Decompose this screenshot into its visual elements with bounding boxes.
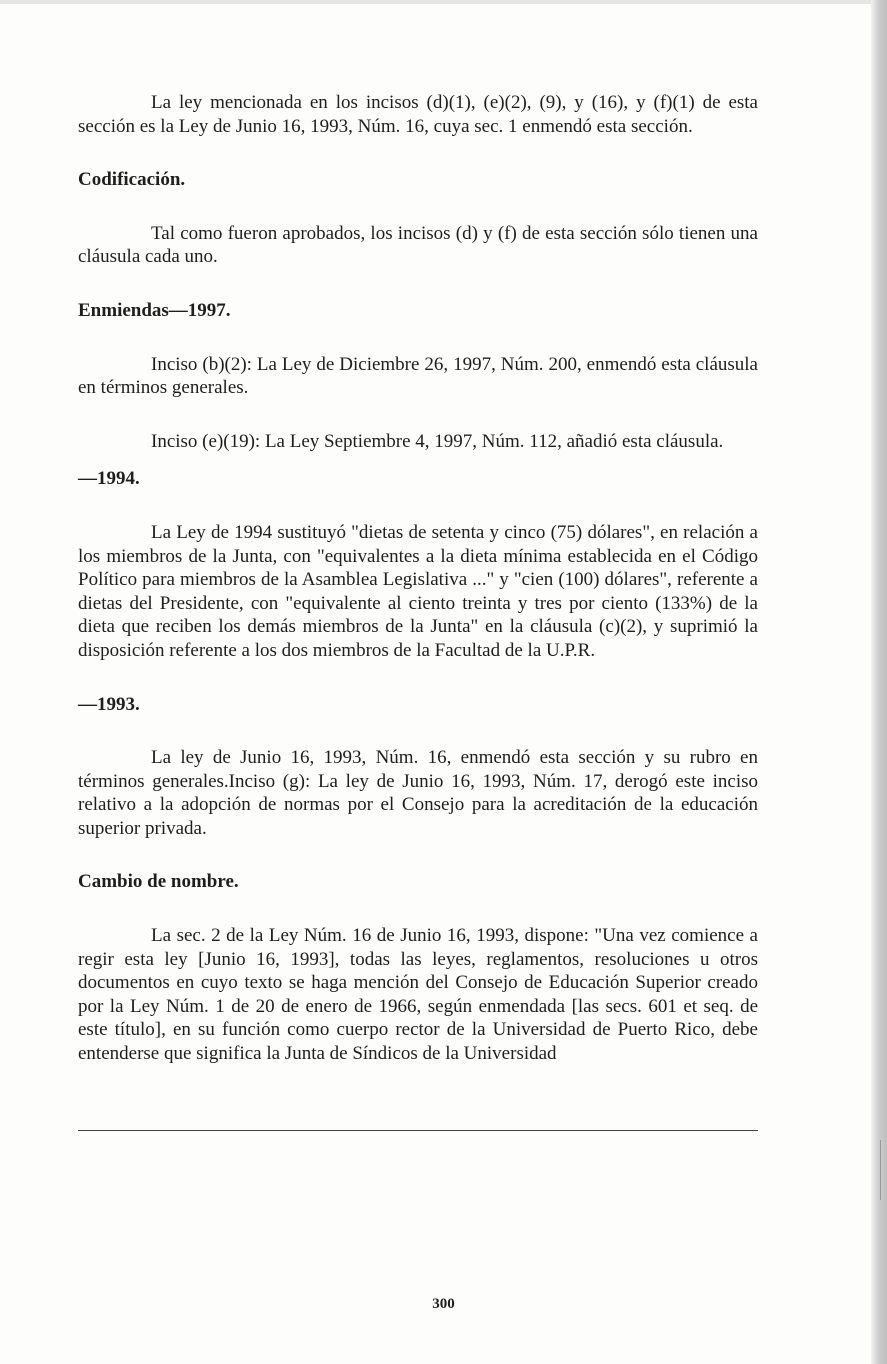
page-number: 300 [432, 1296, 455, 1312]
footnote-rule [78, 1130, 758, 1131]
heading-1994: —1994. [78, 468, 140, 490]
scan-top-edge [0, 0, 887, 4]
heading-1993: —1993. [78, 693, 140, 715]
cambio-de-nombre-heading: Cambio de nombre. [78, 871, 239, 893]
enmiendas-1997-paragraph-2: Inciso (e)(19): La Ley Septiembre 4, 1997, Núm. 112, añadió esta cláusula. [151, 430, 724, 452]
cambio-de-nombre-paragraph: La sec. 2 de la Ley Núm. 16 de Junio 16, 1993, dispone: "Una vez comience a regir esta ley [Junio 16, 1993], todas las leyes, reglamentos, resoluciones u otros documentos en cuyo texto se haga mención del Consejo de Educación Superior creado por la Ley Núm. 1 de 20 de enero de 1966, según enmendada [las secs. 601 et seq. de este título], en su función como cuerpo rector de la Universidad de Puerto Rico, debe entenderse que significa la Junta de Síndicos de la Universidad [78, 925, 758, 1065]
codificacion-paragraph: Tal como fueron aprobados, los incisos (d) y (f) de esta sección sólo tienen una cláusula cada uno. [78, 222, 758, 268]
scan-right-edge [871, 0, 887, 1364]
enmiendas-1997-heading: Enmiendas—1997. [78, 299, 231, 321]
intro-paragraph: La ley mencionada en los incisos (d)(1), (e)(2), (9), y (16), y (f)(1) de esta sección es la Ley de Junio 16, 1993, Núm. 16, cuya sec. 1 enmendó esta sección. [78, 92, 758, 137]
paragraph-1994: La Ley de 1994 sustituyó "dietas de setenta y cinco (75) dólares", en relación a los miembros de la Junta, con "equivalentes a la dieta mínima establecida en el Código Político para miembros de la Asamblea Legislativa ..." y "cien (100) dólares", referente a dietas del Presidente, con "equivalente al ciento treinta y tres por ciento (133%) de la dieta que reciben los demás miembros de la Junta" en la cláusula (c)(2), y suprimió la disposición referente a los dos miembros de la Facultad de la U.P.R. [78, 521, 758, 661]
codificacion-heading: Codificación. [78, 169, 186, 191]
enmiendas-1997-paragraph-1: Inciso (b)(2): La Ley de Diciembre 26, 1997, Núm. 200, enmendó esta cláusula en términos generales. [78, 353, 758, 399]
page-body [78, 91, 758, 1066]
paragraph-1993: La ley de Junio 16, 1993, Núm. 16, enmendó esta sección y su rubro en términos generales.Inciso (g): La ley de Junio 16, 1993, Núm. 17, derogó este inciso relativo a la adopción de normas por el Consejo para la acreditación de la educación superior privada. [78, 747, 758, 839]
